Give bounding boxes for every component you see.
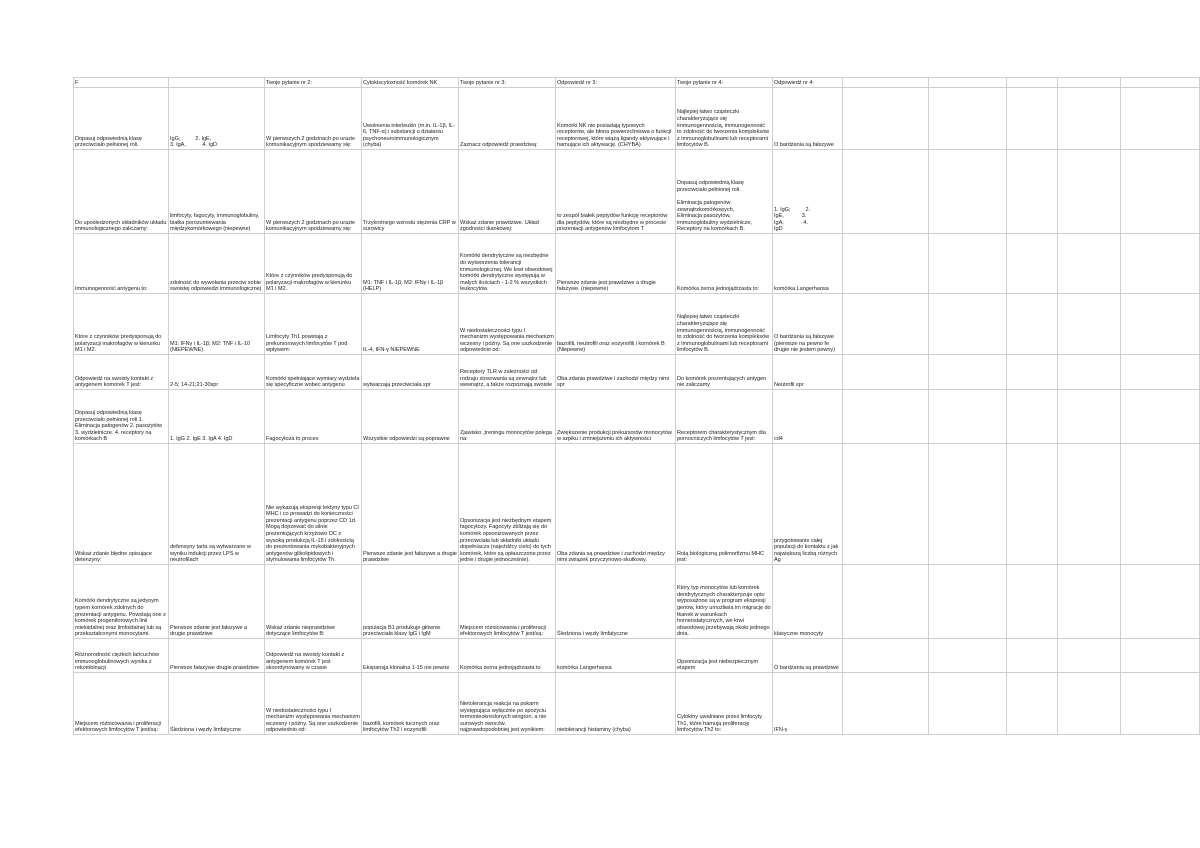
cell[interactable]: Zaznacz odpowiedź prawdziwą:: [459, 88, 556, 150]
cell[interactable]: [929, 673, 1007, 735]
cell[interactable]: W niedostateczności typu I mechanizm występowania mechanizm wczesny i późny. Są one uszkodzenie odpowiednio od:: [265, 673, 362, 735]
cell[interactable]: Pierwsze zdanie jest fałszywe a drugie prawdziwe: [169, 565, 265, 639]
cell[interactable]: cd4: [773, 390, 843, 444]
cell[interactable]: komórka Langerhansa: [556, 639, 676, 673]
cell[interactable]: [1007, 390, 1058, 444]
cell[interactable]: W niedostateczności typu I mechanizm występowania mechanizm wczesny i późny. Są one uszkodzenie odpowiednio od:: [459, 294, 556, 355]
cell[interactable]: [1121, 150, 1200, 234]
cell[interactable]: Dopasuj odpowiednią klasę przeciwciało pełnionej roli 1. Eliminacja patogenów 2. pasożytów 3. wydzielnicze. 4. receptory na komórkach B: [74, 390, 169, 444]
cell[interactable]: [1058, 444, 1121, 565]
cell[interactable]: O bardzania są fałszywe: [773, 88, 843, 150]
cell[interactable]: Wskaż zdanie nieprawdziwe dotyczące limfocytów B:: [265, 565, 362, 639]
cell[interactable]: Ekspansja klonalna 1-15 nie pewne: [362, 639, 459, 673]
cell[interactable]: O bardzania są fałszywe (pierwsze na pewno fe drugie nie jestem pewny): [773, 294, 843, 355]
cell[interactable]: 1. IgG; 2. IgE, 3. IgA, 4. IgD: [773, 150, 843, 234]
cell[interactable]: Które z czynników predysponują do polaryzacji makrofagów w kierunku M1 i M2.: [74, 294, 169, 355]
cell[interactable]: Dopasuj odpowiednią klasę przeciwciało pełnionej roli. Eliminacja patogenów zewnątrzkomórkowych, Eliminacja pasożytów, immunoglobuliny wydzielnicze, Receptory na komórkach B.: [676, 150, 773, 234]
cell[interactable]: [1058, 78, 1121, 88]
cell[interactable]: [1058, 639, 1121, 673]
header-row: [74, 78, 1200, 88]
cell[interactable]: Pierwsze fałszywe drugie prawdziwe: [169, 639, 265, 673]
cell[interactable]: [843, 639, 929, 673]
cell[interactable]: Twoje pytanie nr 2:: [265, 78, 362, 88]
cell[interactable]: [1121, 444, 1200, 565]
cell[interactable]: Twoje pytanie nr 4:: [676, 78, 773, 88]
cell[interactable]: Opsonizacja jest niebezpiecznym etapem: [676, 639, 773, 673]
cell[interactable]: M1: IFNγ i IL-1β; M2: TNF i IL-10 (NIEPEWNE): [169, 294, 265, 355]
cell[interactable]: [1121, 355, 1200, 390]
cell[interactable]: Immunogenność antygenu to:: [74, 234, 169, 294]
cell[interactable]: [843, 150, 929, 234]
cell[interactable]: [843, 88, 929, 150]
cell[interactable]: IgG; 2. IgE, 3. IgA, 4. IgD: [169, 88, 265, 150]
table-row: [74, 234, 1200, 294]
cell[interactable]: Pierwsze zdanie jest fałszywe a drugie prawdziwe: [362, 444, 459, 565]
cell[interactable]: Oba zdania prawdziwe i zachodzi między nimi spr: [556, 355, 676, 390]
cell[interactable]: [843, 390, 929, 444]
cell[interactable]: [929, 78, 1007, 88]
cell[interactable]: Miejscem różnicowania i proliferacji efektorowych limfocytów T jest/są:: [74, 673, 169, 735]
cell[interactable]: M1: TNF i IL-1β; M2: IFNγ i IL-1β (HELP): [362, 234, 459, 294]
cell[interactable]: Śledziona i węzły limfatyczne: [169, 673, 265, 735]
cell[interactable]: IFN-γ: [773, 673, 843, 735]
cell[interactable]: [1058, 565, 1121, 639]
cell[interactable]: Wskaż zdanie prawdziwe. Układ zgodności tkankowej:: [459, 150, 556, 234]
cell[interactable]: [929, 355, 1007, 390]
cell[interactable]: nietolerancji histaminy (chyba): [556, 673, 676, 735]
cell[interactable]: Opsonizacja jest niezbędnym etapem fagocytozy. Fagocyty zbliżają się do komórek opsonizowanych przez przeciwciała lub składniki układu dopełniacza (najeźdźcy cielo) do tych komórek, które są opłaszczone przez jedne i drugie jednocześnie).: [459, 444, 556, 565]
cell[interactable]: [929, 150, 1007, 234]
table-row: [74, 355, 1200, 390]
cell[interactable]: zdolność do wywołania przeciw sobie swoistej odpowiedzi immunologicznej: [169, 234, 265, 294]
table-row: [74, 444, 1200, 565]
cell[interactable]: Do upośledzonych składników układu immunologicznego zaliczamy:: [74, 150, 169, 234]
cell[interactable]: Komórka żerna jednojądrzasta to:: [676, 234, 773, 294]
cell[interactable]: Wskaż zdanie błędne opisujące detenzyny:: [74, 444, 169, 565]
cell[interactable]: to zespół białek peptydów funkcję receptorów dla peptydów, które są niezbędne w procesie prezentacji antygenów limfocytom T: [556, 150, 676, 234]
cell[interactable]: Uwolnienia interleukin (m.in. IL-1β, IL-6, TNF-α) i substancji o działaniu psychoneuroimmunologicznym (chyba): [362, 88, 459, 150]
cell[interactable]: [1007, 639, 1058, 673]
table-row: [74, 88, 1200, 150]
cell[interactable]: [1058, 673, 1121, 735]
cell[interactable]: Cytokiny uwalniane przez limfocyty Th1, które hamują proliferację limfocytów Th2 to:: [676, 673, 773, 735]
cell[interactable]: [1121, 639, 1200, 673]
cell[interactable]: [929, 88, 1007, 150]
cell[interactable]: [1058, 88, 1121, 150]
cell[interactable]: [1058, 150, 1121, 234]
cell[interactable]: [843, 78, 929, 88]
cell[interactable]: Najlepiej łatwo cząsteczki charakteryzujące się immunogennością, immunogenność to zdolność do tworzenia kompleksów z immunoglobulinami lub receptorami limfocytów B.: [676, 88, 773, 150]
cell[interactable]: [843, 673, 929, 735]
cell[interactable]: [929, 444, 1007, 565]
cell[interactable]: Pierwsze zdanie jest prawdziwe a drugie fałszywe. (niepewne): [556, 234, 676, 294]
cell[interactable]: Twoje pytanie nr 3:: [459, 78, 556, 88]
cell[interactable]: Najlepiej łatwo cząsteczki charakteryzujące się immunogennością, immunogenność to zdolność do tworzenia kompleksów z immunoglobulinami lub receptorami limfocytów B.: [676, 294, 773, 355]
cell[interactable]: [1007, 444, 1058, 565]
cell[interactable]: Neutrofil spr: [773, 355, 843, 390]
table-row: [74, 150, 1200, 234]
cell[interactable]: Trzykrotnego wzrostu stężenia CRP w surowicy: [362, 150, 459, 234]
cell[interactable]: [1121, 78, 1200, 88]
cell[interactable]: Rolą biologiczną polimorfizmu MHC jest:: [676, 444, 773, 565]
cell[interactable]: klasyczne monocyty: [773, 565, 843, 639]
cell[interactable]: Nie wykazują ekspresji lektyny typu CI MHC i co prowadzi do konieczności prezentacji antygenu poprzez CD 1d. Mogą dojrzewać do silnie prezentujących krzyżowo DC z wysoką produkcją IL-15 i zdolnością do prezentowania mykobakteryjnych antygenów glikolipidowych i stymulowania limfocytów Th.: [265, 444, 362, 565]
cell[interactable]: Receptorem charakterystycznym dla pomocniczych limfocytów T jest:: [676, 390, 773, 444]
cell[interactable]: wytwarzają przeciwciała spr: [362, 355, 459, 390]
cell[interactable]: Zwiększenie produkcji prekursorów monocytów w szpiku i zmniejszeniu ich aktywności: [556, 390, 676, 444]
cell[interactable]: Różnorodność ciężkich łańcuchów immunoglobulinowych wynika z rekombinacji: [74, 639, 169, 673]
cell[interactable]: Komórki dendrytyczne są niezbędne do wytworzenia tolerancji immunologicznej. We krwi obwodowej komórki dendrytyczne występują w małych ilościach - 1-2 % wszystkich leukocytów.: [459, 234, 556, 294]
cell[interactable]: [843, 565, 929, 639]
cell[interactable]: Cytokiscytoxność komórek NK: [362, 78, 459, 88]
cell[interactable]: [1058, 234, 1121, 294]
cell[interactable]: [1121, 294, 1200, 355]
cell[interactable]: [843, 355, 929, 390]
cell[interactable]: limfocyty, fagocyty, immunoglobuliny, białka porozumiewania międzykomórkowego (niepewne): [169, 150, 265, 234]
cell[interactable]: Który typ monocytów lub komórek dendrytycznych charakteryzuje opis: wyposażone są w program ekspresji genów, który umożliwia im migrację do tkanek w warunkach homeostatycznych, we krwi obwodowej przebywają około jednego dnia.: [676, 565, 773, 639]
cell[interactable]: [1058, 355, 1121, 390]
cell[interactable]: [929, 234, 1007, 294]
cell[interactable]: O bardzania są prawdziwe: [773, 639, 843, 673]
cell[interactable]: [843, 294, 929, 355]
cell[interactable]: Receptory TLR w zależności od rodzaju stosowania są zewnątrz lub wewnątrz, a także rozpoznają swoiste: [459, 355, 556, 390]
cell[interactable]: Dopasuj odpowiednią klasę przeciwciało pełnionej roli.: [74, 88, 169, 150]
cell[interactable]: [843, 234, 929, 294]
cell[interactable]: [1121, 390, 1200, 444]
cell[interactable]: [929, 639, 1007, 673]
table-row: [74, 673, 1200, 735]
cell[interactable]: 2-5; 14-21;21-30spr: [169, 355, 265, 390]
table-row: [74, 294, 1200, 355]
table-row: [74, 390, 1200, 444]
cell[interactable]: przygotowanie całej populacji do kontaktu z jak największą liczbą różnych Ag: [773, 444, 843, 565]
cell[interactable]: [1121, 673, 1200, 735]
cell[interactable]: komórka Langerhansa: [773, 234, 843, 294]
cell[interactable]: Komórka żerna jednojądrzasta to: [459, 639, 556, 673]
cell[interactable]: Odpowiedź nr 4:: [773, 78, 843, 88]
cell[interactable]: [929, 294, 1007, 355]
cell[interactable]: Śledziona i węzły limfatyczne: [556, 565, 676, 639]
cell[interactable]: Miejscem różnicowania i proliferacji efektorowych limfocytów T jest/są:: [459, 565, 556, 639]
cell[interactable]: Komórki dendrytyczne są jedynym typem komórek zdolnych do prezentacji antygenu. Powstają one z komórek progenitorowych linii mieloidalnej oraz limfoidalnej lub są przekształconymi monocytami.: [74, 565, 169, 639]
cell[interactable]: W pierwszych 2 godzinach po urazie komunikacyjnym spodziewamy się:: [265, 150, 362, 234]
cell[interactable]: defensyny tarta są wytwarzane w wyniku indukcji przez LPS w neutrofilach: [169, 444, 265, 565]
cell[interactable]: Odpowiedź na swoisty kontakt z antygenem komórek T jest:: [74, 355, 169, 390]
cell[interactable]: Odpowiedź nr 3:: [556, 78, 676, 88]
cell[interactable]: [169, 78, 265, 88]
cell[interactable]: [1121, 565, 1200, 639]
cell[interactable]: [1058, 390, 1121, 444]
cell[interactable]: [1007, 150, 1058, 234]
cell[interactable]: bazofili, komórek tucznych oraz limfocytów Th2 i eozynofili: [362, 673, 459, 735]
spreadsheet-body: [74, 78, 1200, 735]
cell[interactable]: [1007, 355, 1058, 390]
cell[interactable]: Do komórek prezentujących antygen nie zaliczamy: [676, 355, 773, 390]
cell[interactable]: Odpowiedź na swoisty kontakt z antygenem komórek T jest skoordynowany w czasie: [265, 639, 362, 673]
table-row: [74, 565, 1200, 639]
cell[interactable]: [1007, 78, 1058, 88]
cell[interactable]: [1007, 88, 1058, 150]
cell[interactable]: Komórki NK nie posiadają typowych receptorów, ale błona powierzchniowa o funkcji receptorowej, które wiążą ligandy aktywujące i hamujące ich aktywację. (CHYBA): [556, 88, 676, 150]
cell[interactable]: W pierwszych 2 godzinach po urazie komunikacyjnym spodziewamy się:: [265, 88, 362, 150]
cell[interactable]: [1007, 673, 1058, 735]
cell[interactable]: [1121, 234, 1200, 294]
cell[interactable]: Nietolerancja reakcja na pokarm występująca wyłącznie po spożyciu termonieokreslonych wingron, a nie surowych owoców, najprawdopodobniej jest wynikiem:: [459, 673, 556, 735]
spreadsheet-table: [73, 77, 1200, 735]
cell[interactable]: 1. IgG 2. IgE 3. IgA 4. IgD: [169, 390, 265, 444]
cell[interactable]: populacja B1 produkuje głównie przeciwciała klasy IgG i IgM: [362, 565, 459, 639]
cell[interactable]: Wszystkie odpowiedzi są poprawne: [362, 390, 459, 444]
cell[interactable]: [1007, 234, 1058, 294]
cell[interactable]: [843, 444, 929, 565]
cell[interactable]: Oba zdania są prawdziwe i zachodzi między nimi związek przyczynowo-skutkowy.: [556, 444, 676, 565]
cell[interactable]: Które z czynników predysponują do polaryzacji makrofagów w kierunku M1 i M2.: [265, 234, 362, 294]
cell[interactable]: [929, 565, 1007, 639]
cell[interactable]: [929, 390, 1007, 444]
cell[interactable]: IL-4, IFN-γ NIEPEWNE: [362, 294, 459, 355]
cell[interactable]: F: [74, 78, 169, 88]
cell[interactable]: [1007, 565, 1058, 639]
cell[interactable]: [1058, 294, 1121, 355]
cell[interactable]: Fagocytoza to proces: [265, 390, 362, 444]
cell[interactable]: bazofili, neutrofili oraz eozynofili i komórek B (Niepewne): [556, 294, 676, 355]
cell[interactable]: Komórki spełniające wymiary wydziela się specyficzne wobec antygenu: [265, 355, 362, 390]
cell[interactable]: [1121, 88, 1200, 150]
cell[interactable]: [1007, 294, 1058, 355]
table-row: [74, 639, 1200, 673]
cell[interactable]: Zjawisko „treningu monocytów polega na:: [459, 390, 556, 444]
cell[interactable]: Limfocyty Th1 powstają z prekursorowych limfocytów T pod wpływem:: [265, 294, 362, 355]
